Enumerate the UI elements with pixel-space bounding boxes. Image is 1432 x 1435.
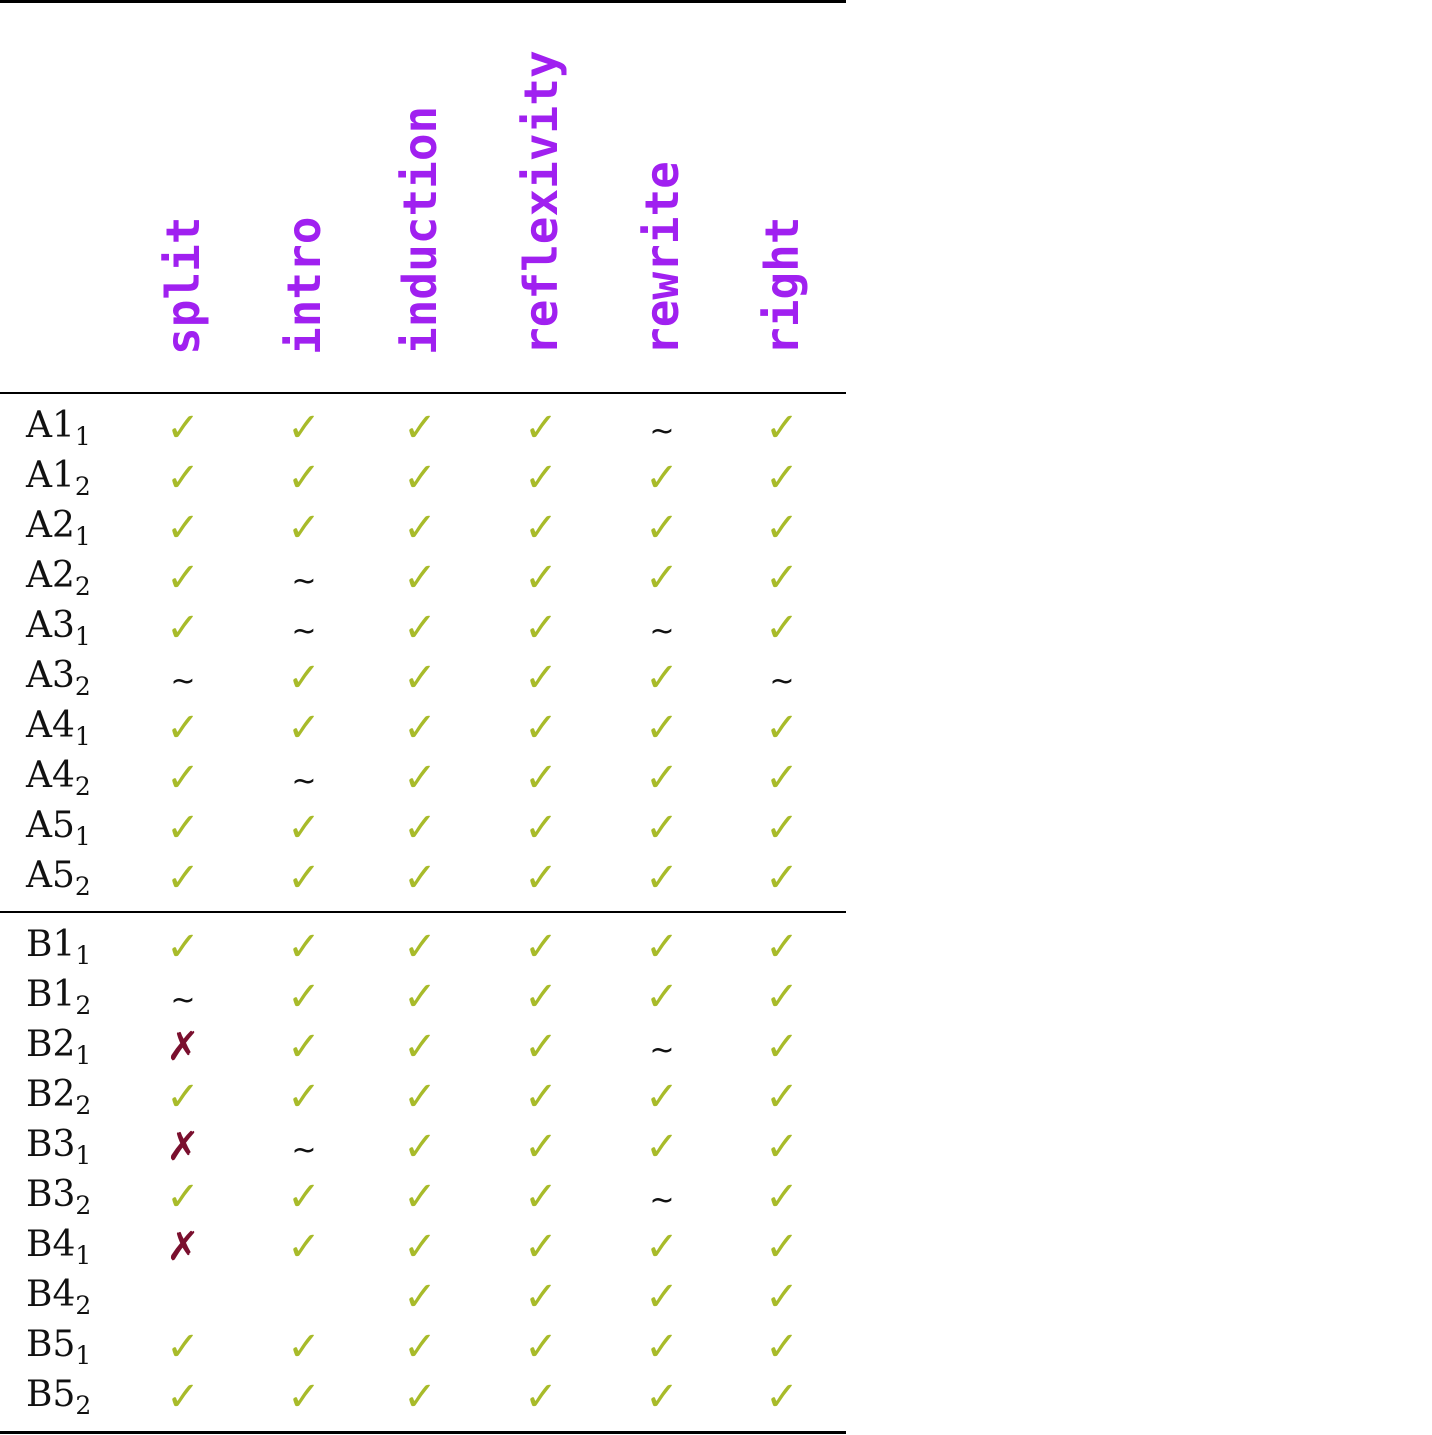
result-cell-check-icon: ✓ — [765, 805, 799, 851]
result-cell-check-icon: ✓ — [287, 505, 321, 551]
row-label — [26, 505, 91, 551]
header-rule — [0, 392, 846, 394]
row-label — [26, 855, 91, 901]
result-cell-check-icon: ✓ — [645, 1374, 679, 1420]
result-cell-check-icon: ✓ — [287, 1174, 321, 1220]
result-cell-check-icon: ✓ — [645, 805, 679, 851]
result-cell-cross-icon: ✗ — [166, 1224, 200, 1270]
result-cell-check-icon: ✓ — [645, 455, 679, 501]
result-cell-check-icon: ✓ — [524, 755, 558, 801]
row-label-base: A2 — [26, 505, 75, 546]
column-header-label: intro — [277, 216, 331, 355]
row-label — [26, 1074, 92, 1120]
result-cell-check-icon: ✓ — [287, 455, 321, 501]
result-cell-check-icon: ✓ — [524, 1324, 558, 1370]
result-cell-check-icon: ✓ — [524, 505, 558, 551]
result-cell-check-icon: ✓ — [287, 805, 321, 851]
result-cell-partial-icon: ~ — [170, 664, 196, 699]
result-cell-check-icon: ✓ — [765, 1174, 799, 1220]
result-cell-partial-icon: ~ — [649, 1033, 675, 1068]
result-cell-partial-icon: ~ — [649, 414, 675, 449]
row-label-subscript: 2 — [75, 1091, 92, 1120]
row-label — [26, 974, 92, 1020]
row-label — [26, 555, 91, 601]
result-cell-check-icon: ✓ — [403, 1224, 437, 1270]
result-cell-partial-icon: ~ — [769, 664, 795, 699]
row-label-subscript: 2 — [75, 1191, 92, 1220]
row-label — [26, 1224, 92, 1270]
result-cell-check-icon: ✓ — [166, 605, 200, 651]
result-cell-check-icon: ✓ — [403, 755, 437, 801]
result-cell-check-icon: ✓ — [765, 555, 799, 601]
result-cell-check-icon: ✓ — [524, 1024, 558, 1070]
row-label — [26, 755, 91, 801]
row-label-subscript: 2 — [74, 672, 91, 701]
result-cell-check-icon: ✓ — [403, 1174, 437, 1220]
result-cell-check-icon: ✓ — [765, 505, 799, 551]
result-cell-check-icon: ✓ — [403, 1274, 437, 1320]
result-cell-partial-icon: ~ — [649, 614, 675, 649]
row-label — [26, 1124, 92, 1170]
result-cell-check-icon: ✓ — [765, 1124, 799, 1170]
result-cell-check-icon: ✓ — [765, 1324, 799, 1370]
row-label — [26, 924, 92, 970]
row-label-subscript: 1 — [75, 941, 92, 970]
row-label-subscript: 1 — [75, 1341, 92, 1370]
row-label-base: B1 — [26, 924, 76, 965]
result-cell-partial-icon: ~ — [649, 1183, 675, 1218]
result-cell-check-icon: ✓ — [403, 405, 437, 451]
result-cell-check-icon: ✓ — [403, 1024, 437, 1070]
result-cell-check-icon: ✓ — [645, 855, 679, 901]
result-cell-check-icon: ✓ — [645, 555, 679, 601]
column-header-label: reflexivity — [514, 50, 568, 355]
result-cell-check-icon: ✓ — [287, 705, 321, 751]
row-label-base: B4 — [26, 1224, 76, 1265]
result-cell-check-icon: ✓ — [645, 1124, 679, 1170]
result-cell-check-icon: ✓ — [287, 924, 321, 970]
result-cell-check-icon: ✓ — [765, 1224, 799, 1270]
row-label-base: A5 — [26, 855, 75, 896]
result-cell-check-icon: ✓ — [524, 1174, 558, 1220]
result-cell-check-icon: ✓ — [524, 1274, 558, 1320]
row-label-base: A4 — [26, 705, 75, 746]
row-label — [26, 1324, 92, 1370]
result-cell-check-icon: ✓ — [403, 1374, 437, 1420]
row-label-base: B4 — [26, 1274, 76, 1315]
row-label-subscript: 2 — [75, 991, 92, 1020]
result-cell-check-icon: ✓ — [645, 705, 679, 751]
result-cell-check-icon: ✓ — [166, 805, 200, 851]
result-cell-check-icon: ✓ — [765, 405, 799, 451]
row-label-base: B5 — [26, 1324, 76, 1365]
result-cell-partial-icon: ~ — [291, 764, 317, 799]
row-label-base: B3 — [26, 1174, 76, 1215]
row-label-subscript: 2 — [75, 1291, 92, 1320]
row-label-subscript: 1 — [74, 522, 91, 551]
result-cell-check-icon: ✓ — [166, 755, 200, 801]
result-cell-check-icon: ✓ — [765, 1074, 799, 1120]
result-cell-check-icon: ✓ — [524, 924, 558, 970]
result-cell-check-icon: ✓ — [765, 855, 799, 901]
result-cell-check-icon: ✓ — [166, 705, 200, 751]
result-cell-check-icon: ✓ — [524, 1374, 558, 1420]
result-cell-check-icon: ✓ — [645, 755, 679, 801]
row-label-subscript: 2 — [75, 1391, 92, 1420]
row-label-subscript: 2 — [74, 472, 91, 501]
row-label-base: A3 — [26, 655, 75, 696]
result-cell-check-icon: ✓ — [166, 1074, 200, 1120]
result-cell-check-icon: ✓ — [765, 1374, 799, 1420]
result-cell-check-icon: ✓ — [403, 1124, 437, 1170]
result-cell-check-icon: ✓ — [287, 405, 321, 451]
row-label-base: A3 — [26, 605, 75, 646]
row-label-subscript: 1 — [75, 1241, 92, 1270]
result-cell-check-icon: ✓ — [645, 1224, 679, 1270]
result-cell-check-icon: ✓ — [166, 855, 200, 901]
row-label-base: B2 — [26, 1024, 76, 1065]
result-cell-check-icon: ✓ — [765, 1024, 799, 1070]
row-label-base: A1 — [26, 455, 75, 496]
result-cell-check-icon: ✓ — [403, 705, 437, 751]
result-cell-check-icon: ✓ — [403, 855, 437, 901]
result-cell-check-icon: ✓ — [765, 755, 799, 801]
result-cell-partial-icon: ~ — [291, 564, 317, 599]
column-header-label: right — [755, 216, 809, 355]
row-label-subscript: 2 — [74, 872, 91, 901]
result-cell-check-icon: ✓ — [403, 805, 437, 851]
result-cell-check-icon: ✓ — [765, 974, 799, 1020]
result-cell-check-icon: ✓ — [645, 1324, 679, 1370]
result-cell-check-icon: ✓ — [403, 924, 437, 970]
row-label-base: B1 — [26, 974, 76, 1015]
result-cell-check-icon: ✓ — [524, 405, 558, 451]
row-label-base: A2 — [26, 555, 75, 596]
row-label — [26, 1174, 92, 1220]
bottom-rule — [0, 1431, 846, 1434]
column-header-label: rewrite — [635, 161, 689, 355]
result-cell-check-icon: ✓ — [524, 1074, 558, 1120]
result-cell-check-icon: ✓ — [645, 924, 679, 970]
result-cell-check-icon: ✓ — [524, 1124, 558, 1170]
result-cell-cross-icon: ✗ — [166, 1124, 200, 1170]
group-separator-rule — [0, 911, 846, 913]
result-cell-check-icon: ✓ — [166, 405, 200, 451]
result-cell-check-icon: ✓ — [765, 455, 799, 501]
row-label-base: B5 — [26, 1374, 76, 1415]
row-label-base: A4 — [26, 755, 75, 796]
result-cell-check-icon: ✓ — [524, 455, 558, 501]
result-cell-check-icon: ✓ — [645, 505, 679, 551]
row-label-base: A5 — [26, 805, 75, 846]
row-label-base: A1 — [26, 405, 75, 446]
result-cell-check-icon: ✓ — [166, 1374, 200, 1420]
result-cell-check-icon: ✓ — [403, 555, 437, 601]
column-header-label: induction — [393, 105, 447, 355]
result-cell-check-icon: ✓ — [765, 605, 799, 651]
row-label — [26, 655, 91, 701]
result-cell-check-icon: ✓ — [403, 505, 437, 551]
result-cell-check-icon: ✓ — [524, 605, 558, 651]
row-label-subscript: 1 — [74, 722, 91, 751]
result-cell-cross-icon: ✗ — [166, 1024, 200, 1070]
result-cell-check-icon: ✓ — [287, 1074, 321, 1120]
result-cell-check-icon: ✓ — [403, 605, 437, 651]
row-label — [26, 805, 91, 851]
result-cell-check-icon: ✓ — [524, 1224, 558, 1270]
result-cell-check-icon: ✓ — [645, 974, 679, 1020]
result-cell-check-icon: ✓ — [166, 924, 200, 970]
result-cell-check-icon: ✓ — [524, 974, 558, 1020]
result-cell-check-icon: ✓ — [765, 924, 799, 970]
result-cell-check-icon: ✓ — [166, 555, 200, 601]
result-cell-check-icon: ✓ — [287, 1324, 321, 1370]
column-header-label: split — [156, 216, 210, 355]
result-cell-check-icon: ✓ — [166, 1324, 200, 1370]
row-label — [26, 1274, 92, 1320]
result-cell-check-icon: ✓ — [403, 1324, 437, 1370]
result-cell-check-icon: ✓ — [524, 855, 558, 901]
row-label-subscript: 1 — [75, 1141, 92, 1170]
row-label — [26, 1374, 92, 1420]
row-label-subscript: 2 — [74, 772, 91, 801]
result-cell-check-icon: ✓ — [287, 855, 321, 901]
row-label-base: B3 — [26, 1124, 76, 1165]
result-cell-check-icon: ✓ — [403, 1074, 437, 1120]
result-cell-check-icon: ✓ — [287, 1024, 321, 1070]
result-cell-check-icon: ✓ — [287, 655, 321, 701]
result-cell-check-icon: ✓ — [287, 1374, 321, 1420]
result-cell-check-icon: ✓ — [765, 1274, 799, 1320]
result-cell-check-icon: ✓ — [524, 655, 558, 701]
row-label — [26, 455, 91, 501]
result-cell-partial-icon: ~ — [291, 614, 317, 649]
row-label-subscript: 1 — [75, 1041, 92, 1070]
result-cell-check-icon: ✓ — [645, 1074, 679, 1120]
result-cell-check-icon: ✓ — [524, 555, 558, 601]
result-cell-check-icon: ✓ — [287, 974, 321, 1020]
row-label — [26, 405, 91, 451]
result-cell-partial-icon: ~ — [170, 983, 196, 1018]
row-label — [26, 605, 91, 651]
result-cell-check-icon: ✓ — [166, 455, 200, 501]
result-cell-check-icon: ✓ — [524, 705, 558, 751]
row-label-subscript: 1 — [74, 422, 91, 451]
result-cell-check-icon: ✓ — [166, 1174, 200, 1220]
result-cell-check-icon: ✓ — [166, 505, 200, 551]
result-cell-check-icon: ✓ — [765, 705, 799, 751]
row-label-subscript: 1 — [74, 822, 91, 851]
row-label-subscript: 1 — [74, 622, 91, 651]
result-cell-check-icon: ✓ — [287, 1224, 321, 1270]
result-cell-check-icon: ✓ — [403, 655, 437, 701]
row-label — [26, 1024, 92, 1070]
result-cell-check-icon: ✓ — [524, 805, 558, 851]
result-cell-check-icon: ✓ — [403, 974, 437, 1020]
row-label-subscript: 2 — [74, 572, 91, 601]
result-cell-check-icon: ✓ — [403, 455, 437, 501]
result-cell-check-icon: ✓ — [645, 1274, 679, 1320]
top-rule — [0, 0, 846, 3]
result-cell-check-icon: ✓ — [645, 655, 679, 701]
result-cell-partial-icon: ~ — [291, 1133, 317, 1168]
row-label-base: B2 — [26, 1074, 76, 1115]
row-label — [26, 705, 91, 751]
